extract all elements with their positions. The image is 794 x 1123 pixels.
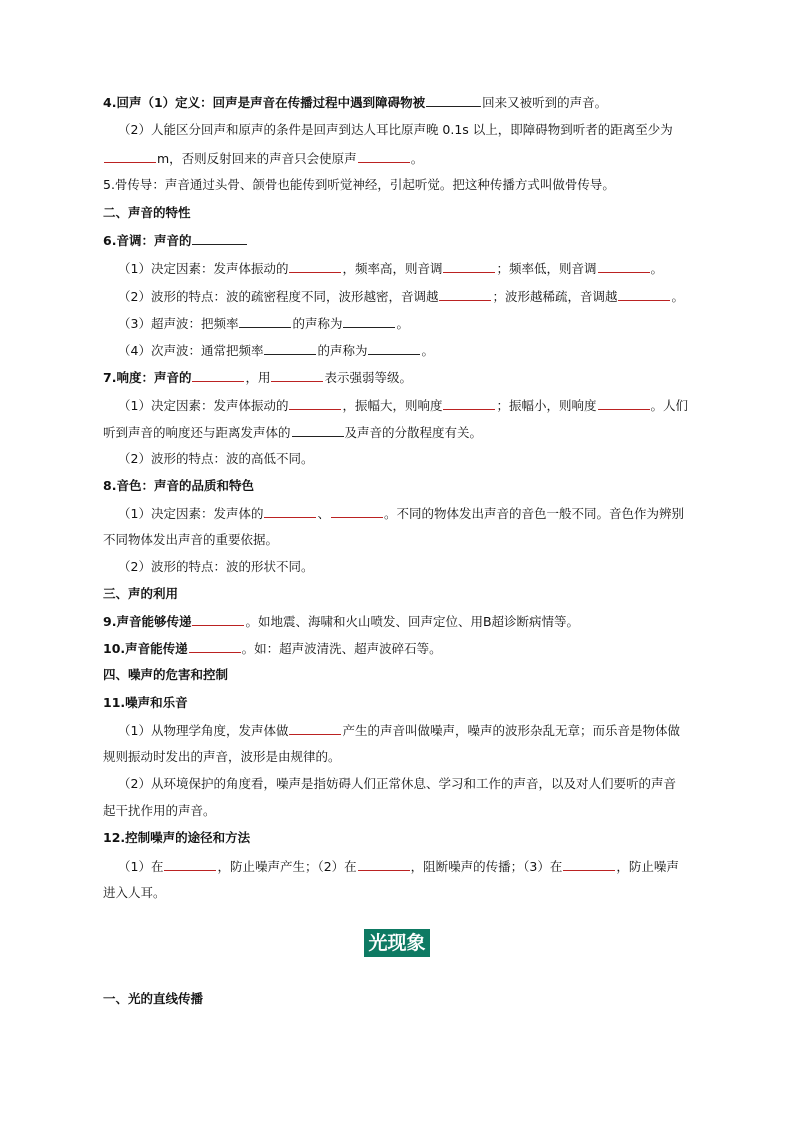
text-line: （1）在 ，防止噪声产生；（2）在 ，阻断噪声的传播；（3）在 ，防止噪声 [118, 859, 679, 874]
fill-blank[interactable] [264, 341, 316, 355]
text-line: （2）从环境保护的角度看，噪声是指妨碍人们正常休息、学习和工作的声音，以及对人们要听的声音 [118, 776, 676, 791]
text-line: （2）人能区分回声和原声的条件是回声到达人耳比原声晚 0.1s 以上，即障碍物到听者的距离至少为 [118, 122, 673, 137]
fill-blank[interactable] [271, 368, 323, 382]
text-line: （1）决定因素：发声体的 、 。不同的物体发出声音的音色一般不同。音色作为辨别 [118, 506, 684, 521]
text-line: 10.声音能传递 。如：超声波清洗、超声波碎石等。 [103, 641, 442, 656]
text-line: （1）从物理学角度，发声体做 产生的声音叫做噪声，噪声的波形杂乱无章；而乐音是物体做 [118, 723, 680, 738]
fill-blank[interactable] [598, 259, 650, 273]
fill-blank[interactable] [358, 149, 410, 163]
text-line: 不同物体发出声音的重要依据。 [103, 532, 279, 547]
text-line: 进入人耳。 [103, 885, 166, 900]
fill-blank[interactable] [289, 721, 341, 735]
fill-blank[interactable] [239, 314, 291, 328]
text-line: （1）决定因素：发声体振动的 ，振幅大，则响度 ；振幅小，则响度 。人们 [118, 398, 689, 413]
text-line: （2）波形的特点：波的高低不同。 [118, 451, 314, 466]
fill-blank[interactable] [164, 857, 216, 871]
text-line: 11.噪声和乐音 [103, 695, 188, 710]
text-line: 听到声音的响度还与距离发声体的 及声音的分散程度有关。 [103, 425, 483, 440]
text-line: 4.回声（1）定义：回声是声音在传播过程中遇到障碍物被 回来又被听到的声音。 [103, 95, 608, 110]
fill-blank[interactable] [264, 504, 316, 518]
fill-blank[interactable] [343, 314, 395, 328]
text-line: 5.骨传导：声音通过头骨、颌骨也能传到听觉神经，引起听觉。把这种传播方式叫做骨传导。 [103, 177, 615, 192]
fill-blank[interactable] [443, 396, 495, 410]
text-line: （2）波形的特点：波的形状不同。 [118, 559, 314, 574]
text-line: （1）决定因素：发声体振动的 ，频率高，则音调 ；频率低，则音调 。 [118, 261, 664, 276]
fill-blank[interactable] [358, 857, 410, 871]
fill-blank[interactable] [192, 612, 244, 626]
chapter-banner: 光现象 [364, 929, 430, 957]
text-line: 8.音色：声音的品质和特色 [103, 478, 254, 493]
fill-blank[interactable] [104, 149, 156, 163]
text-line: 规则振动时发出的声音，波形是由规律的。 [103, 749, 341, 764]
text-line: （3）超声波：把频率 的声称为 。 [118, 316, 409, 331]
fill-blank[interactable] [439, 287, 491, 301]
fill-blank[interactable] [618, 287, 670, 301]
section-heading: 四、噪声的危害和控制 [103, 667, 229, 682]
fill-blank[interactable] [331, 504, 383, 518]
fill-blank[interactable] [192, 231, 247, 245]
fill-blank[interactable] [192, 368, 244, 382]
fill-blank[interactable] [368, 341, 420, 355]
section-heading: 一、光的直线传播 [103, 991, 204, 1006]
text-line: 6.音调：声音的 [103, 231, 723, 250]
text-line: （2）波形的特点：波的疏密程度不同，波形越密，音调越 ；波形越稀疏，音调越 。 [118, 289, 684, 304]
text-line: m，否则反射回来的声音只会使原声 。 [103, 149, 723, 168]
text-line: 起干扰作用的声音。 [103, 803, 216, 818]
fill-blank[interactable] [598, 396, 650, 410]
fill-blank[interactable] [426, 93, 481, 107]
text-line: （4）次声波：通常把频率 的声称为 。 [118, 343, 434, 358]
fill-blank[interactable] [292, 423, 344, 437]
section-heading: 三、声的利用 [103, 586, 179, 601]
fill-blank[interactable] [563, 857, 615, 871]
section-heading: 二、声音的特性 [103, 205, 191, 220]
fill-blank[interactable] [443, 259, 495, 273]
fill-blank[interactable] [289, 259, 341, 273]
fill-blank[interactable] [289, 396, 341, 410]
text-line: 12.控制噪声的途径和方法 [103, 830, 251, 845]
text-line: 7.响度：声音的 ，用 表示强弱等级。 [103, 370, 412, 385]
text-line: 9.声音能够传递 。如地震、海啸和火山喷发、回声定位、用B超诊断病情等。 [103, 614, 580, 629]
fill-blank[interactable] [189, 639, 241, 653]
